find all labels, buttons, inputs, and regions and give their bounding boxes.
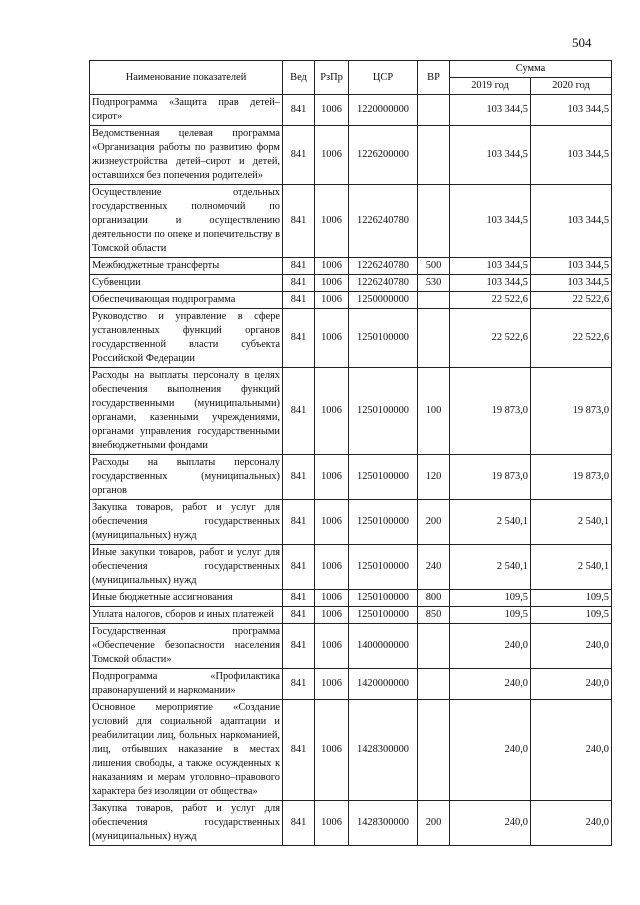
- cell-vr: [418, 126, 450, 185]
- cell-sum-2019: 103 344,5: [450, 185, 531, 258]
- cell-ved: 841: [283, 801, 315, 846]
- cell-ved: 841: [283, 700, 315, 801]
- cell-vr: [418, 700, 450, 801]
- cell-name: Уплата налогов, сборов и иных платежей: [90, 607, 283, 624]
- cell-sum-2019: 109,5: [450, 590, 531, 607]
- cell-ved: 841: [283, 624, 315, 669]
- cell-sum-2020: 2 540,1: [531, 500, 612, 545]
- cell-sum-2019: 103 344,5: [450, 275, 531, 292]
- cell-ved: 841: [283, 545, 315, 590]
- cell-rzpr: 1006: [315, 185, 349, 258]
- table-row: [90, 275, 612, 292]
- table-row: [90, 624, 612, 669]
- cell-rzpr: 1006: [315, 455, 349, 500]
- header-ved: Вед: [283, 61, 315, 95]
- cell-sum-2019: 22 522,6: [450, 292, 531, 309]
- cell-rzpr: 1006: [315, 95, 349, 126]
- cell-name: Основное мероприятие «Создание условий для социальной адаптации и реабилитации лиц, больных наркоманией, лиц, отбывших наказание в местах лишения свободы, а также осужденных к наказаниям и мерам уголовно–правового характера без изоляции от общества»: [90, 700, 283, 801]
- table-row: [90, 455, 612, 500]
- header-csr: ЦСР: [349, 61, 418, 95]
- cell-name: Подпрограмма «Защита прав детей–сирот»: [90, 95, 283, 126]
- cell-csr: 1250100000: [349, 455, 418, 500]
- cell-rzpr: 1006: [315, 309, 349, 368]
- cell-sum-2019: 103 344,5: [450, 95, 531, 126]
- cell-vr: [418, 185, 450, 258]
- cell-ved: 841: [283, 368, 315, 455]
- cell-sum-2019: 240,0: [450, 801, 531, 846]
- table-row: [90, 700, 612, 801]
- cell-sum-2020: 103 344,5: [531, 126, 612, 185]
- table-row: [90, 258, 612, 275]
- cell-sum-2019: 19 873,0: [450, 455, 531, 500]
- table-row: [90, 669, 612, 700]
- header-vr: ВР: [418, 61, 450, 95]
- table-row: [90, 545, 612, 590]
- header-sum: Сумма: [450, 61, 612, 78]
- cell-sum-2020: 103 344,5: [531, 275, 612, 292]
- table-row: [90, 500, 612, 545]
- cell-sum-2020: 103 344,5: [531, 258, 612, 275]
- cell-sum-2020: 19 873,0: [531, 455, 612, 500]
- cell-name: Иные закупки товаров, работ и услуг для обеспечения государственных (муниципальных) нужд: [90, 545, 283, 590]
- cell-rzpr: 1006: [315, 258, 349, 275]
- cell-csr: 1250100000: [349, 607, 418, 624]
- page-number: 504: [572, 35, 592, 50]
- cell-name: Расходы на выплаты персоналу государственных (муниципальных) органов: [90, 455, 283, 500]
- cell-name: Расходы на выплаты персоналу в целях обеспечения выполнения функций государственными (муниципальными) органами, казенными учреждениями, органами управления государственными внебюджетными фондами: [90, 368, 283, 455]
- cell-sum-2020: 109,5: [531, 607, 612, 624]
- cell-rzpr: 1006: [315, 126, 349, 185]
- cell-vr: [418, 95, 450, 126]
- cell-csr: 1226200000: [349, 126, 418, 185]
- cell-rzpr: 1006: [315, 368, 349, 455]
- table-header: [90, 61, 612, 95]
- cell-csr: 1250100000: [349, 590, 418, 607]
- budget-table: [89, 60, 612, 846]
- cell-ved: 841: [283, 126, 315, 185]
- table-row: [90, 292, 612, 309]
- cell-rzpr: 1006: [315, 624, 349, 669]
- cell-rzpr: 1006: [315, 500, 349, 545]
- cell-sum-2019: 2 540,1: [450, 545, 531, 590]
- cell-sum-2019: 240,0: [450, 624, 531, 669]
- cell-rzpr: 1006: [315, 801, 349, 846]
- cell-vr: 800: [418, 590, 450, 607]
- cell-ved: 841: [283, 309, 315, 368]
- cell-sum-2020: 240,0: [531, 700, 612, 801]
- header-name: Наименование показателей: [90, 61, 283, 95]
- table-row: [90, 309, 612, 368]
- cell-sum-2019: 240,0: [450, 669, 531, 700]
- cell-csr: 1428300000: [349, 801, 418, 846]
- cell-sum-2020: 240,0: [531, 801, 612, 846]
- cell-sum-2019: 103 344,5: [450, 126, 531, 185]
- header-2019: 2019 год: [450, 78, 531, 95]
- cell-vr: 500: [418, 258, 450, 275]
- cell-vr: 240: [418, 545, 450, 590]
- cell-ved: 841: [283, 590, 315, 607]
- table-row: [90, 368, 612, 455]
- header-2020: 2020 год: [531, 78, 612, 95]
- table-row: [90, 607, 612, 624]
- cell-vr: [418, 669, 450, 700]
- cell-rzpr: 1006: [315, 275, 349, 292]
- cell-ved: 841: [283, 607, 315, 624]
- cell-sum-2019: 19 873,0: [450, 368, 531, 455]
- cell-vr: 850: [418, 607, 450, 624]
- cell-csr: 1220000000: [349, 95, 418, 126]
- cell-ved: 841: [283, 292, 315, 309]
- cell-rzpr: 1006: [315, 545, 349, 590]
- table-row: [90, 801, 612, 846]
- cell-ved: 841: [283, 500, 315, 545]
- cell-sum-2020: 2 540,1: [531, 545, 612, 590]
- cell-name: Осуществление отдельных государственных полномочий по организации и осуществлению деятельности по опеке и попечительству в Томской области: [90, 185, 283, 258]
- cell-csr: 1250100000: [349, 368, 418, 455]
- table-row: [90, 126, 612, 185]
- cell-rzpr: 1006: [315, 590, 349, 607]
- cell-ved: 841: [283, 275, 315, 292]
- cell-csr: 1226240780: [349, 185, 418, 258]
- cell-name: Субвенции: [90, 275, 283, 292]
- cell-name: Государственная программа «Обеспечение безопасности населения Томской области»: [90, 624, 283, 669]
- cell-rzpr: 1006: [315, 700, 349, 801]
- cell-name: Подпрограмма «Профилактика правонарушений и наркомании»: [90, 669, 283, 700]
- cell-rzpr: 1006: [315, 292, 349, 309]
- cell-sum-2019: 240,0: [450, 700, 531, 801]
- cell-csr: 1400000000: [349, 624, 418, 669]
- cell-sum-2020: 19 873,0: [531, 368, 612, 455]
- cell-vr: [418, 292, 450, 309]
- cell-sum-2020: 240,0: [531, 624, 612, 669]
- cell-rzpr: 1006: [315, 669, 349, 700]
- cell-ved: 841: [283, 669, 315, 700]
- cell-sum-2019: 109,5: [450, 607, 531, 624]
- table-row: [90, 95, 612, 126]
- table-row: [90, 185, 612, 258]
- cell-ved: 841: [283, 258, 315, 275]
- cell-csr: 1226240780: [349, 275, 418, 292]
- cell-csr: 1250000000: [349, 292, 418, 309]
- cell-name: Закупка товаров, работ и услуг для обеспечения государственных (муниципальных) нужд: [90, 801, 283, 846]
- cell-vr: 200: [418, 500, 450, 545]
- cell-sum-2020: 22 522,6: [531, 309, 612, 368]
- header-rzpr: РзПр: [315, 61, 349, 95]
- cell-csr: 1250100000: [349, 309, 418, 368]
- cell-sum-2020: 103 344,5: [531, 95, 612, 126]
- cell-vr: 200: [418, 801, 450, 846]
- cell-sum-2019: 103 344,5: [450, 258, 531, 275]
- cell-sum-2020: 109,5: [531, 590, 612, 607]
- cell-name: Ведомственная целевая программа «Организация работы по развитию форм жизнеустройства детей–сирот и детей, оставшихся без попечения родителей»: [90, 126, 283, 185]
- cell-ved: 841: [283, 185, 315, 258]
- cell-sum-2020: 22 522,6: [531, 292, 612, 309]
- cell-ved: 841: [283, 95, 315, 126]
- table-row: [90, 590, 612, 607]
- cell-sum-2019: 22 522,6: [450, 309, 531, 368]
- cell-name: Межбюджетные трансферты: [90, 258, 283, 275]
- cell-sum-2019: 2 540,1: [450, 500, 531, 545]
- cell-name: Обеспечивающая подпрограмма: [90, 292, 283, 309]
- cell-csr: 1226240780: [349, 258, 418, 275]
- cell-csr: 1250100000: [349, 545, 418, 590]
- cell-ved: 841: [283, 455, 315, 500]
- cell-sum-2020: 240,0: [531, 669, 612, 700]
- cell-vr: [418, 309, 450, 368]
- cell-csr: 1428300000: [349, 700, 418, 801]
- table-body: [90, 95, 612, 846]
- cell-sum-2020: 103 344,5: [531, 185, 612, 258]
- cell-rzpr: 1006: [315, 607, 349, 624]
- cell-name: Иные бюджетные ассигнования: [90, 590, 283, 607]
- cell-csr: 1250100000: [349, 500, 418, 545]
- cell-csr: 1420000000: [349, 669, 418, 700]
- cell-vr: 530: [418, 275, 450, 292]
- cell-name: Руководство и управление в сфере установленных функций органов государственной власти субъекта Российской Федерации: [90, 309, 283, 368]
- cell-vr: [418, 624, 450, 669]
- cell-name: Закупка товаров, работ и услуг для обеспечения государственных (муниципальных) нужд: [90, 500, 283, 545]
- cell-vr: 100: [418, 368, 450, 455]
- cell-vr: 120: [418, 455, 450, 500]
